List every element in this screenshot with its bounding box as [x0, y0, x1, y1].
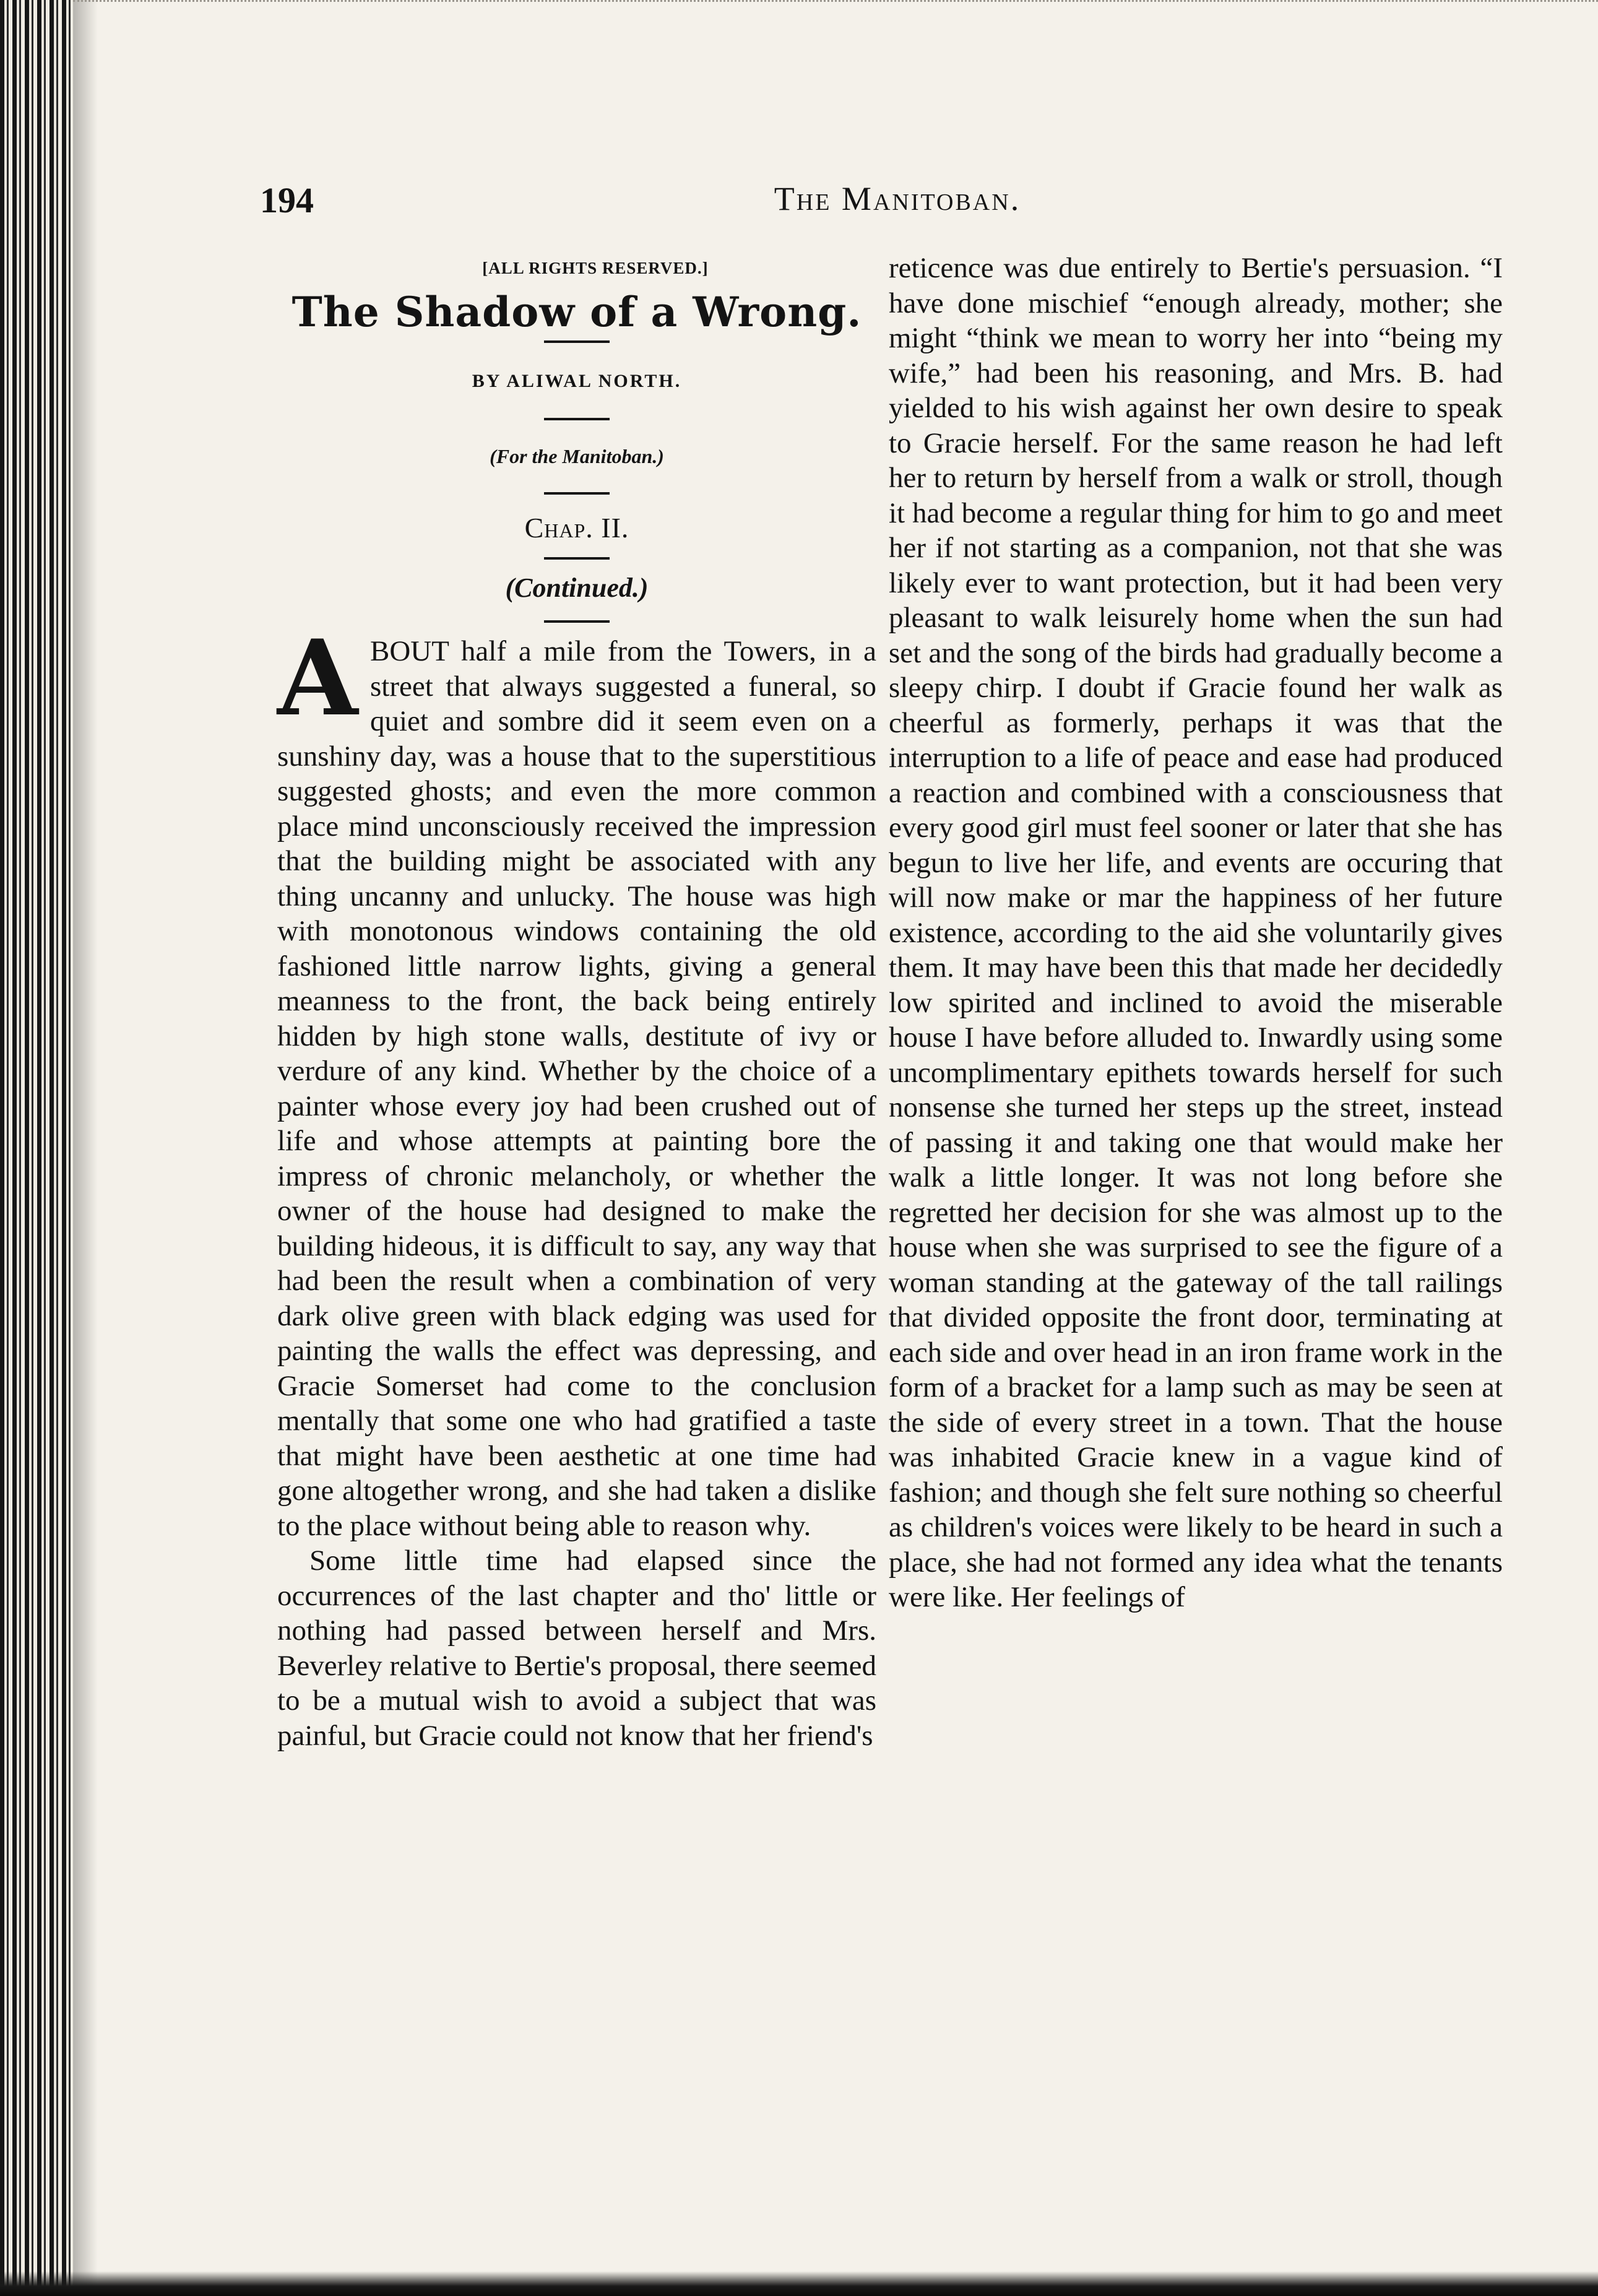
right-column: [889, 251, 1503, 2145]
byline: BY ALIWAL NORTH.: [472, 371, 682, 391]
page-top-edge: [73, 0, 1598, 12]
rights-notice: [ALL RIGHTS RESERVED.]: [482, 259, 709, 277]
divider-rule: [544, 557, 610, 560]
divider-rule: [544, 620, 610, 623]
divider-rule: [544, 340, 610, 343]
page-bottom-edge: [0, 2271, 1598, 2296]
continued-note: (Continued.): [505, 572, 649, 603]
book-binding-edge: [0, 0, 73, 2296]
gutter-shadow: [73, 0, 98, 2296]
divider-rule: [544, 492, 610, 495]
paragraph-3: reticence was due entirely to Bertie's persuasion. “I have done mischief “enough already, mother; she might “think we mean to worry her into “being my wife,” had been his reasoning, and Mrs. B. had yielded to his wish against her own desire to speak to Gracie herself. For the same reason he had left her to return by herself from a walk or stroll, though it had become a regular thing for him to go and meet her if not starting as a companion, not that she was likely ever to want protection, but it had been very pleasant to walk leisurely home when the sun had set and the song of the birds had gradually become a sleepy chirp. I doubt if Gracie found her walk as cheerful as formerly, perhaps it was that the interruption to a life of peace and ease had produced a reaction and combined with a consciousness that every good girl must feel sooner or later that she has begun to live her life, and events are occuring that will now make or mar the happiness of her future existence, according to the aid she voluntarily gives them. It may have been this that made her decidedly low spirited and inclined to avoid the miserable house I have before alluded to. Inwardly using some uncomplimentary epithets towards herself for such nonsense she turned her steps up the street, instead of passing it and taking one that would make her walk a little longer. It was not long before she regretted her decision for she was almost up to the house when she was surprised to see the figure of a woman standing at the gateway of the tall railings that divided opposite the front door, terminating at each side and over head in an iron frame work in the form of a bracket for a lamp such as may be seen at the side of every street in a town. That the house was inhabited Gracie knew in a vague kind of fashion; and though she felt sure nothing so cheerful as children's voices were likely to be heard in such a place, she had not formed any idea what the tenants were like. Her feelings of: [889, 252, 1503, 1613]
paragraph-1: BOUT half a mile from the Towers, in a street that always suggested a funeral, so quiet and sombre did it seem even on a sunshiny day, was a house that to the superstitious suggested ghosts; and even the more common place mind unconsciously received the impression that the building might be associated with any thing uncanny and unlucky. The house was high with monotonous windows containing the old fashioned little narrow lights, giving a general meanness to the front, the back being entirely hidden by high stone walls, destitute of ivy or verdure of any kind. Whether by the choice of a painter whose every joy had been crushed out of life and whose attempts at painting bore the impress of chronic melancholy, or whether the owner of the house had designed to make the building hideous, it is difficult to say, any way that had been the result when a combination of very dark olive green with black edging was used for painting the walls the effect was depressing, and Gracie Somerset had come to the conclusion mentally that some one who had gratified a taste that might have been aesthetic at one time had gone altogether wrong, and she had taken a dislike to the place without being able to reason why.: [277, 635, 876, 1542]
drop-cap: A: [277, 617, 358, 739]
paragraph-2: Some little time had elapsed since the occurrences of the last chapter and tho' little or nothing had passed between herself and Mrs. Beverley relative to Bertie's proposal, there seemed to be a mutual wish to avoid a subject that was painful, but Gracie could not know that her friend's: [277, 1544, 876, 1752]
story-title: The Shadow of a Wrong.: [292, 287, 862, 336]
chapter-heading: Chap. II.: [524, 512, 629, 544]
page-header: [260, 180, 1510, 235]
left-column: [277, 251, 876, 2145]
divider-rule: [544, 418, 610, 420]
publication-note: (For the Manitoban.): [490, 444, 664, 467]
journal-title: The Manitoban.: [774, 180, 1021, 217]
page-number: 194: [260, 180, 314, 220]
opening-paragraph-block: [277, 617, 876, 1543]
